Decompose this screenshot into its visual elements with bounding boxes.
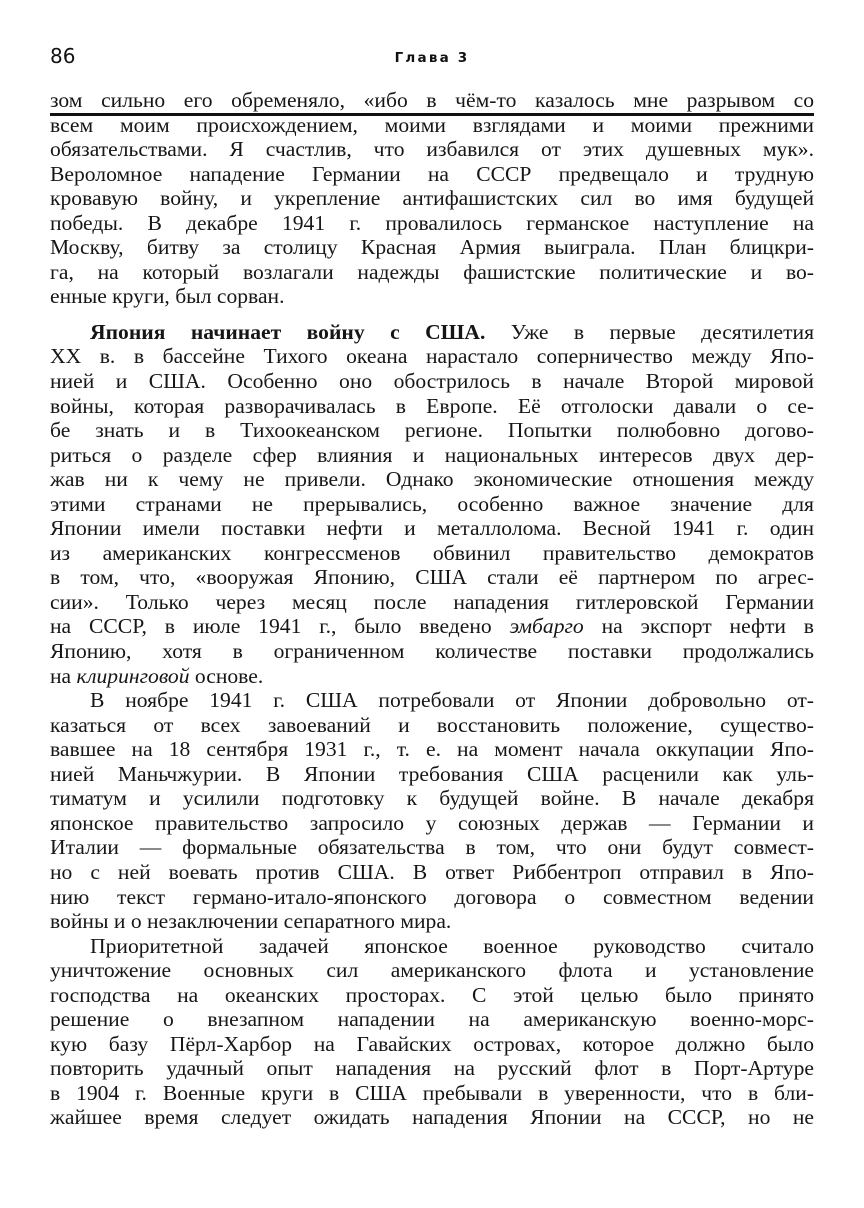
text-line (50, 664, 814, 689)
text-line: победы. В декабре 1941 г. провалилось германское наступление на (50, 210, 814, 235)
text-line: всем моим происхождением, моими взглядами и моими прежними (50, 112, 814, 137)
text-line: Вероломное нападение Германии на СССР предвещало и трудную (50, 161, 814, 186)
text-line: вавшее на 18 сентября 1931 г., т. е. на момент начала оккупации Япо- (50, 737, 814, 762)
text-line: в 1904 г. Военные круги в США пребывали в уверенности, что в бли- (50, 1080, 814, 1105)
text-line: Москву, битву за столицу Красная Армия выиграла. План блицкри- (50, 235, 814, 260)
paragraph-november-1941 (50, 688, 814, 933)
text-run: основе. (189, 663, 264, 688)
text-line: га, на который возлагали надежды фашистские политические и во- (50, 259, 814, 284)
text-line: тиматум и усилили подготовку к будущей войне. В начале декабря (50, 786, 814, 811)
text-line: бе знать и в Тихоокеанском регионе. Попытки полюбовно догово- (50, 418, 814, 443)
heading-continuation: Уже в первые десятилетия (485, 319, 815, 344)
text-line (50, 320, 814, 345)
text-line: Японии имели поставки нефти и металлолома. Весной 1941 г. один (50, 516, 814, 541)
text-line: нией Маньчжурии. В Японии требования США расценили как уль- (50, 761, 814, 786)
paragraph-japan-war-usa (50, 320, 814, 688)
text-line: риться о разделе сфер влияния и национальных интересов двух дер- (50, 442, 814, 467)
italic-term-embargo: эмбарго (509, 614, 584, 639)
text-line: японское правительство запросило у союзных держав — Германии и (50, 810, 814, 835)
text-line: казаться от всех завоеваний и восстановить положение, существо- (50, 712, 814, 737)
text-line: войны и о незаключении сепаратного мира. (50, 909, 452, 934)
text-line: Италии — формальные обязательства в том, что они будут совмест- (50, 835, 814, 860)
text-line: жайшее время следует ожидать нападения Японии на СССР, но не (50, 1105, 814, 1130)
text-line: господства на океанских просторах. С этой целью было принято (50, 982, 814, 1007)
text-line: зом сильно его обременяло, «ибо в чём-то казалось мне разрывом со (50, 88, 814, 112)
text-line: нией и США. Особенно оно обострилось в начале Второй мировой (50, 369, 814, 394)
text-run: на экспорт нефти в (583, 614, 814, 639)
text-run: на СССР, в июле 1941 г., было введено (50, 614, 510, 639)
text-line: кровавую войну, и укрепление антифашистских сил во имя будущей (50, 186, 814, 211)
running-head (50, 44, 814, 70)
text-line: XX в. в бассейне Тихого океана нарастало соперничество между Япо- (50, 344, 814, 369)
text-line: енные круги, был сорван. (50, 284, 285, 309)
text-line: но с ней воевать против США. В ответ Риббентроп отправил в Япо- (50, 859, 814, 884)
page-number: 86 (50, 44, 76, 68)
body-text (50, 88, 814, 1130)
paragraph-priority-task (50, 934, 814, 1130)
text-line: Приоритетной задачей японское военное руководство считало (90, 933, 814, 958)
text-line: кую базу Пёрл-Харбор на Гавайских островах, которое должно было (50, 1031, 814, 1056)
text-line: жав ни к чему не привели. Однако экономические отношения между (50, 467, 814, 492)
text-line: В ноябре 1941 г. США потребовали от Японии добровольно от- (90, 688, 814, 713)
text-line: уничтожение основных сил американского флота и установление (50, 958, 814, 983)
text-run: на (50, 663, 77, 688)
text-line: обязательствами. Я счастлив, что избавился от этих душевных мук». (50, 137, 814, 162)
text-line: из американских конгрессменов обвинил правительство демократов (50, 540, 814, 565)
section-heading: Япония начинает войну с США. (90, 319, 486, 344)
text-line: Японию, хотя в ограниченном количестве поставки продолжались (50, 639, 814, 664)
text-line: решение о внезапном нападении на американскую военно-морс- (50, 1007, 814, 1032)
text-line: войны, которая разворачивалась в Европе. Её отголоски давали о се- (50, 393, 814, 418)
chapter-title: Глава 3 (394, 50, 470, 66)
text-line: сии». Только через месяц после нападения гитлеровской Германии (50, 589, 814, 614)
italic-term-clearing: клиринговой (76, 663, 190, 688)
text-line: нию текст германо-итало-японского договора о совместном ведении (50, 884, 814, 909)
text-line: в том, что, «вооружая Японию, США стали её партнером по агрес- (50, 565, 814, 590)
text-line (50, 614, 814, 639)
paragraph-continuation (50, 88, 814, 309)
text-line: повторить удачный опыт нападения на русский флот в Порт-Артуре (50, 1056, 814, 1081)
text-line: этими странами не прерывались, особенно важное значение для (50, 491, 814, 516)
